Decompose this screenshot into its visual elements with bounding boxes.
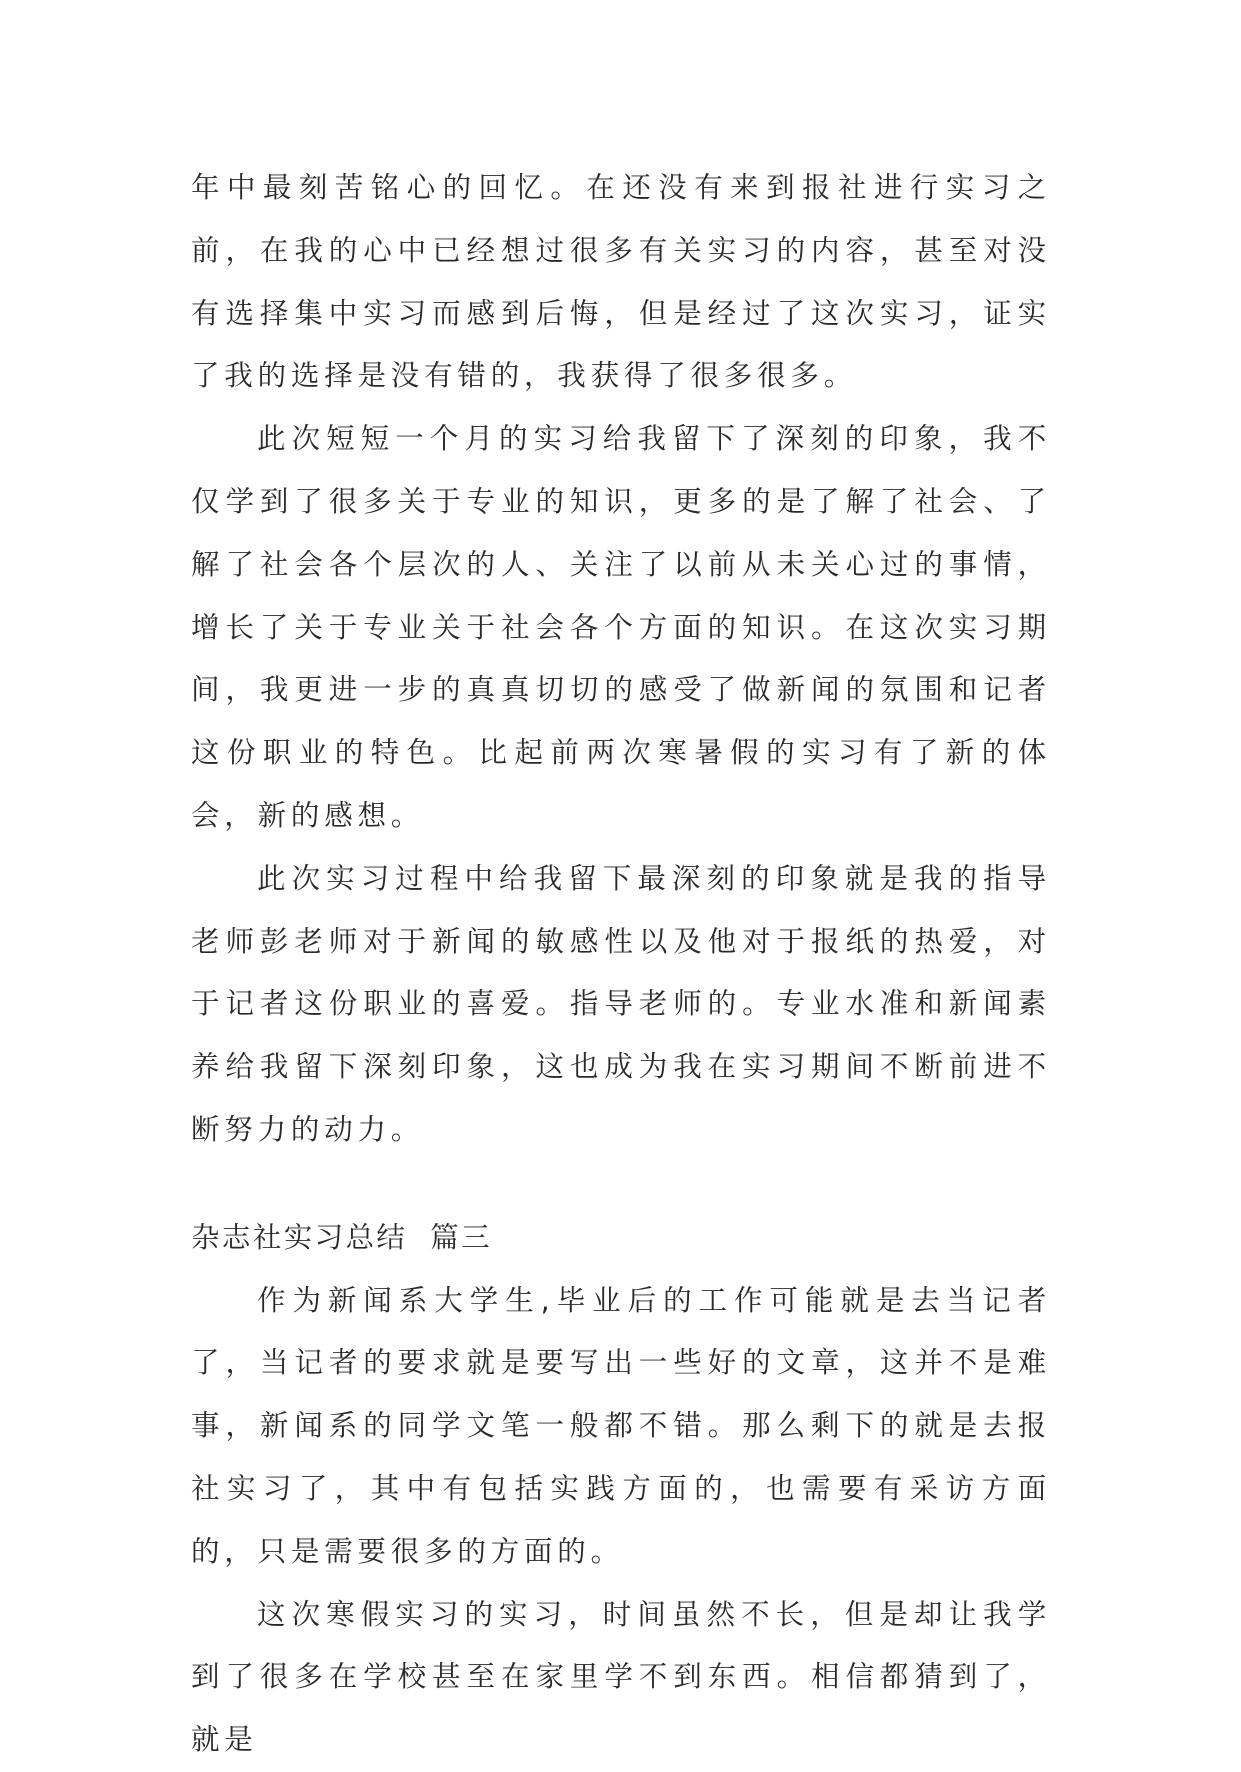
document-body (191, 157, 1051, 1772)
paragraph-4: 作为新闻系大学生,毕业后的工作可能就是去当记者了，当记者的要求就是要写出一些好的文章，这并不是难事，新闻系的同学文笔一般都不错。那么剩下的就是去报社实习了，其中有包括实践方面的，也需要有采访方面的，只是需要很多的方面的。 (191, 1283, 1051, 1568)
section-heading: 杂志社实习总结 篇三 (191, 1220, 493, 1254)
paragraph-5: 这次寒假实习的实习，时间虽然不长，但是却让我学到了很多在学校甚至在家里学不到东西。相信都猜到了，就是 (191, 1597, 1051, 1757)
paragraph-2: 此次短短一个月的实习给我留下了深刻的印象，我不仅学到了很多关于专业的知识，更多的是了解了社会、了解了社会各个层次的人、关注了以前从未关心过的事情，增长了关于专业关于社会各个方面的知识。在这次实习期间，我更进一步的真真切切的感受了做新闻的氛围和记者这份职业的特色。比起前两次寒暑假的实习有了新的体会，新的感想。 (191, 422, 1051, 832)
paragraph-1: 年中最刻苦铭心的回忆。在还没有来到报社进行实习之前，在我的心中已经想过很多有关实习的内容，甚至对没有选择集中实习而感到后悔，但是经过了这次实习，证实了我的选择是没有错的，我获得了很多很多。 (191, 171, 1051, 393)
paragraph-3: 此次实习过程中给我留下最深刻的印象就是我的指导老师彭老师对于新闻的敏感性以及他对于报纸的热爱，对于记者这份职业的喜爱。指导老师的。专业水准和新闻素养给我留下深刻印象，这也成为我在实习期间不断前进不断努力的动力。 (191, 861, 1051, 1146)
